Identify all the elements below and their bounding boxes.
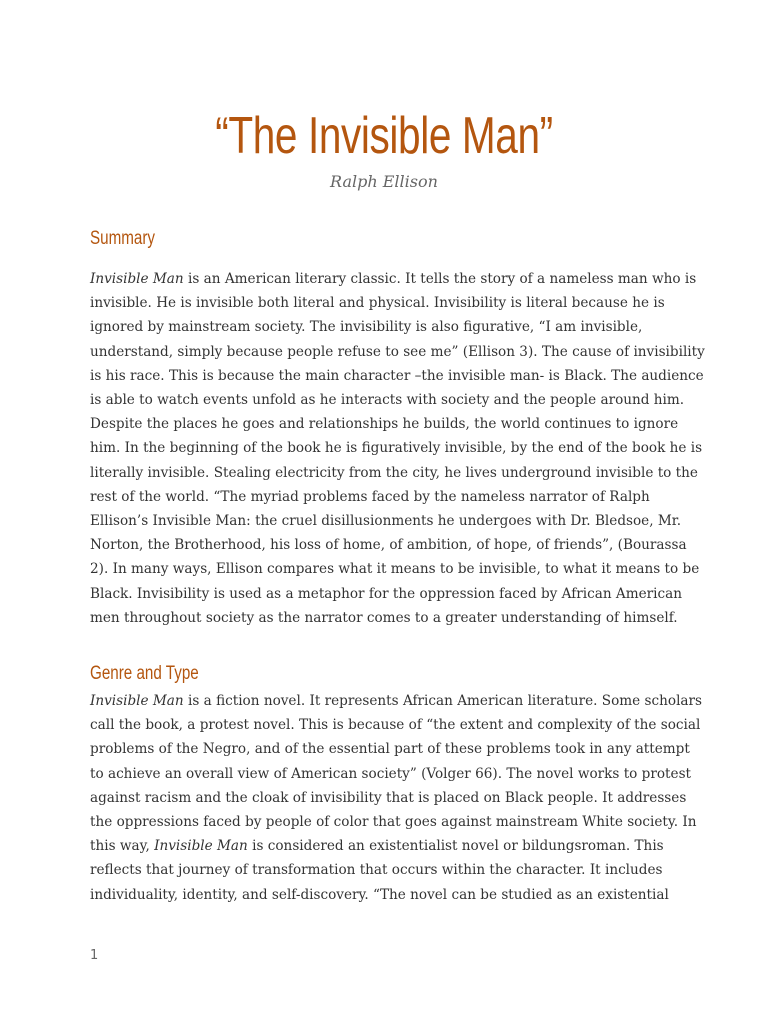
paragraph-line xyxy=(90,485,690,509)
text-run: problems of the Negro, and of the essential part of these problems took in any attempt xyxy=(90,741,690,758)
text-run: this way, xyxy=(90,838,155,855)
text-run: against racism and the cloak of invisibility that is placed on Black people. It addresses xyxy=(90,789,687,806)
paragraph-line xyxy=(90,582,690,606)
paragraph-line xyxy=(90,267,697,291)
text-run: men throughout society as the narrator comes to a greater understanding of himself. xyxy=(90,609,678,626)
paragraph-line xyxy=(90,412,690,436)
paragraph-line xyxy=(90,388,690,412)
book-title-italic: Invisible Man xyxy=(154,838,248,855)
paragraph-line xyxy=(90,509,690,533)
text-run: is able to watch events unfold as he interacts with society and the people around him. xyxy=(90,392,685,409)
document-author: Ralph Ellison xyxy=(330,172,438,191)
paragraph-line xyxy=(90,810,697,834)
paragraph-line xyxy=(90,364,704,388)
text-run: is considered an existentialist novel or bildungsroman. This xyxy=(247,838,664,855)
text-run: is a fiction novel. It represents African American literature. Some scholars xyxy=(183,693,702,709)
text-run: individuality, identity, and self-discovery. “The novel can be studied as an existential xyxy=(90,886,669,903)
paragraph-line xyxy=(90,834,690,858)
paragraph-line xyxy=(90,883,690,907)
text-run: the oppressions faced by people of color that goes against mainstream White society. In xyxy=(90,814,697,831)
text-run: literally invisible. Stealing electricity from the city, he lives underground invisible to the xyxy=(90,464,698,481)
paragraph-line xyxy=(90,606,690,630)
book-title-italic: Invisible Man xyxy=(90,271,184,287)
paragraph-line xyxy=(90,858,690,882)
paragraph-line xyxy=(90,315,690,339)
text-run: invisible. He is invisible both literal and physical. Invisibility is literal because he is xyxy=(90,295,665,312)
paragraph-line xyxy=(90,762,690,786)
paragraph-line xyxy=(90,557,700,581)
document-title: “The Invisible Man” xyxy=(215,107,553,165)
paragraph-line xyxy=(90,340,705,364)
book-title-italic: Invisible Man xyxy=(90,693,184,709)
section-heading-genre: Genre and Type xyxy=(90,663,199,684)
text-run: reflects that journey of transformation that occurs within the character. It includes xyxy=(90,862,663,879)
paragraph-line xyxy=(90,533,690,557)
text-run: call the book, a protest novel. This is because of “the extent and complexity of the social xyxy=(90,717,701,734)
text-run: is his race. This is because the main character –the invisible man- is Black. The audience xyxy=(90,367,704,384)
genre-paragraph xyxy=(90,689,702,907)
text-run: is an American literary classic. It tells the story of a nameless man who is xyxy=(183,271,697,287)
paragraph-line xyxy=(90,713,701,737)
section-heading-summary: Summary xyxy=(90,228,156,249)
text-run: understand, simply because people refuse to see me” (Ellison 3). The cause of invisibility xyxy=(90,343,705,360)
text-run: rest of the world. “The myriad problems faced by the nameless narrator of Ralph xyxy=(90,488,650,505)
paragraph-line xyxy=(90,689,702,713)
text-run: Norton, the Brotherhood, his loss of home, of ambition, of hope, of friends”, (Bourassa xyxy=(90,537,687,554)
text-run: ignored by mainstream society. The invisibility is also figurative, “I am invisible, xyxy=(90,319,643,336)
text-run: Despite the places he goes and relationships he builds, the world continues to ignore xyxy=(90,416,679,433)
summary-paragraph xyxy=(90,267,705,630)
paragraph-line xyxy=(90,786,690,810)
page-number: 1 xyxy=(90,948,99,963)
paragraph-line xyxy=(90,436,703,460)
text-run: 2). In many ways, Ellison compares what it means to be invisible, to what it means to be xyxy=(90,561,700,578)
text-run: to achieve an overall view of American society” (Volger 66). The novel works to protest xyxy=(90,765,692,782)
paragraph-line xyxy=(90,737,690,761)
text-run: Black. Invisibility is used as a metaphor for the oppression faced by African American xyxy=(90,585,682,602)
paragraph-line xyxy=(90,461,698,485)
text-run: him. In the beginning of the book he is figuratively invisible, by the end of the book he is xyxy=(90,440,703,457)
text-run: Ellison’s Invisible Man: the cruel disillusionments he undergoes with Dr. Bledsoe, Mr. xyxy=(90,513,682,530)
paragraph-line xyxy=(90,291,690,315)
